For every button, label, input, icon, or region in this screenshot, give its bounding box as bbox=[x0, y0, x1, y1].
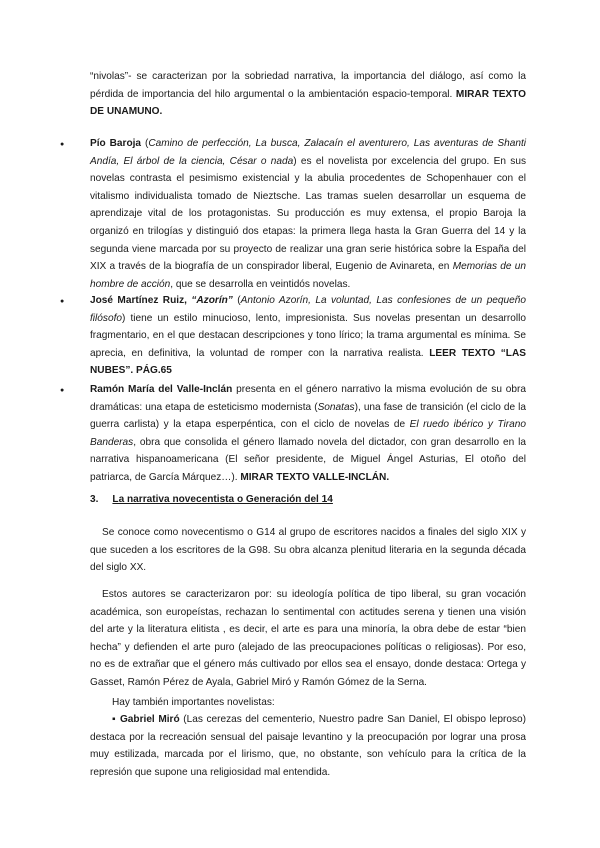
valle-name: Ramón María del Valle-Inclán bbox=[90, 384, 233, 395]
bullet-icon bbox=[60, 292, 68, 311]
azorin-bold: LEER TEXTO “LAS NUBES”. PÁG.65 bbox=[90, 347, 526, 377]
baroja-work2: Memorias de un hombre de acción bbox=[90, 261, 526, 290]
valle-work1: Sonatas bbox=[317, 401, 355, 413]
baroja-works: Camino de perfección, La busca, Zalacaín el aventurero, Las aventuras de Shanti Andía, El árbol de la ciencia, César o nada bbox=[90, 138, 526, 167]
azorin-open: ( bbox=[232, 295, 241, 306]
miro-name: Gabriel Miró bbox=[119, 714, 180, 725]
section-heading bbox=[90, 491, 333, 509]
baroja-text2: , que se desarrolla en veintidós novelas. bbox=[170, 278, 351, 290]
novecentismo-paragraph bbox=[90, 524, 526, 577]
intro-text: “nivolas”- se caracterizan por la sobriedad narrativa, la importancia del diálogo, así como la pérdida de importancia del hilo argumental o la ambientación espacio-temporal. bbox=[90, 71, 526, 100]
azorin-alias: “Azorín” bbox=[191, 295, 233, 306]
bullet-icon bbox=[60, 381, 68, 400]
azorin-works: Antonio Azorín, La voluntad, Las confesiones de un pequeño filósofo bbox=[90, 295, 526, 324]
azorin-text1: ) tiene un estilo minucioso, lento, impresionista. Sus novelas presentan un desarrollo fragmentario, en el que destacan descripciones y tono lírico; la trama argumental es mínima. Se aprecia, en definitiva, la voluntad de romper con la narrativa realista. bbox=[90, 312, 526, 359]
valle-bold: MIRAR TEXTO VALLE-INCLÁN. bbox=[240, 471, 390, 483]
miro-bullet: ▪ bbox=[112, 714, 120, 725]
characteristics-paragraph bbox=[90, 586, 526, 692]
baroja-paragraph bbox=[90, 135, 526, 293]
valle-text2: ), una fase de transición (el ciclo de la guerra carlista) y la etapa esperpéntica, con el ciclo de novelas de bbox=[90, 401, 526, 431]
azorin-name: José Martínez Ruiz, bbox=[90, 295, 192, 306]
baroja-open: ( bbox=[141, 138, 149, 149]
baroja-name: Pío Baroja bbox=[90, 138, 142, 149]
novelists-intro bbox=[90, 694, 526, 712]
intro-bold: MIRAR TEXTO DE UNAMUNO. bbox=[90, 88, 526, 118]
section-number: 3. bbox=[90, 494, 99, 505]
para2-text: Estos autores se caracterizaron por: su ideología política de tipo liberal, su gran vocación académica, son europeístas, rechazan lo sentimental con actitudes serena y tienen una visión del arte y la literatura elitista , es decir, el arte es para una minoría, la obra debe de estar “bien hecha” y defienden el arte puro (alejado de las preocupaciones políticas o religiosas). Por eso, no es de extrañar que el género más cultivado por ellos sea el ensayo, donde destaca: Ortega y Gasset, Ramón Pérez de Ayala, Gabriel Miró y Ramón Gómez de la Serna. bbox=[90, 589, 526, 688]
para1-text: Se conoce como novecentismo o G14 al grupo de escritores nacidos a finales del siglo XIX y que suceden a los escritores de la G98. Su obra alcanza plenitud literaria en la segunda década del siglo XX. bbox=[90, 527, 526, 574]
miro-text: (Las cerezas del cementerio, Nuestro padre San Daniel, El obispo leproso) destaca por la recreación sensual del paisaje levantino y la preocupación por lograr una prosa muy estilizada, marcada por el lirismo, que, no obstante, son vehículo para la crítica de la represión que supone una religiosidad mal entendida. bbox=[90, 714, 526, 778]
azorin-paragraph bbox=[90, 292, 526, 380]
miro-paragraph bbox=[90, 711, 526, 781]
intro-paragraph bbox=[90, 68, 526, 121]
valle-paragraph bbox=[90, 381, 526, 487]
para3-text: Hay también importantes novelistas: bbox=[112, 697, 275, 708]
valle-text3: , obra que consolida el género llamado novela del dictador, con gran desarrollo en la narrativa hispanoamericana (El señor presidente, de Miguel Ángel Asturias, El otoño del patriarca, de García Márquez…). bbox=[90, 436, 526, 483]
valle-work2: El ruedo ibérico y Tirano Banderas bbox=[90, 419, 526, 448]
baroja-text1: ) es el novelista por excelencia del grupo. En sus novelas contrasta el pesimismo existencial y la abulia procedentes de Schopenhauer con el vitalismo individualista tomado de Nieztsche. Las tramas suelen desarrollar un esquema de aprendizaje vital de los protagonistas. Su producción es muy extensa, el propio Baroja la organizó en trilogías y distinguió dos etapas: la primera llega hasta la Gran Guerra del 14 y la segunda viene marcada por su proyecto de realizar una gran serie histórica sobre la España del XIX a través de la biografía de un conspirador liberal, Eugenio de Avinareta, en bbox=[90, 155, 526, 273]
section-title: La narrativa novecentista o Generación del 14 bbox=[112, 494, 333, 505]
bullet-icon bbox=[60, 135, 68, 154]
valle-text1: presenta en el género narrativo la misma evolución de su obra dramáticas: una etapa de esteticismo modernista ( bbox=[90, 384, 526, 413]
